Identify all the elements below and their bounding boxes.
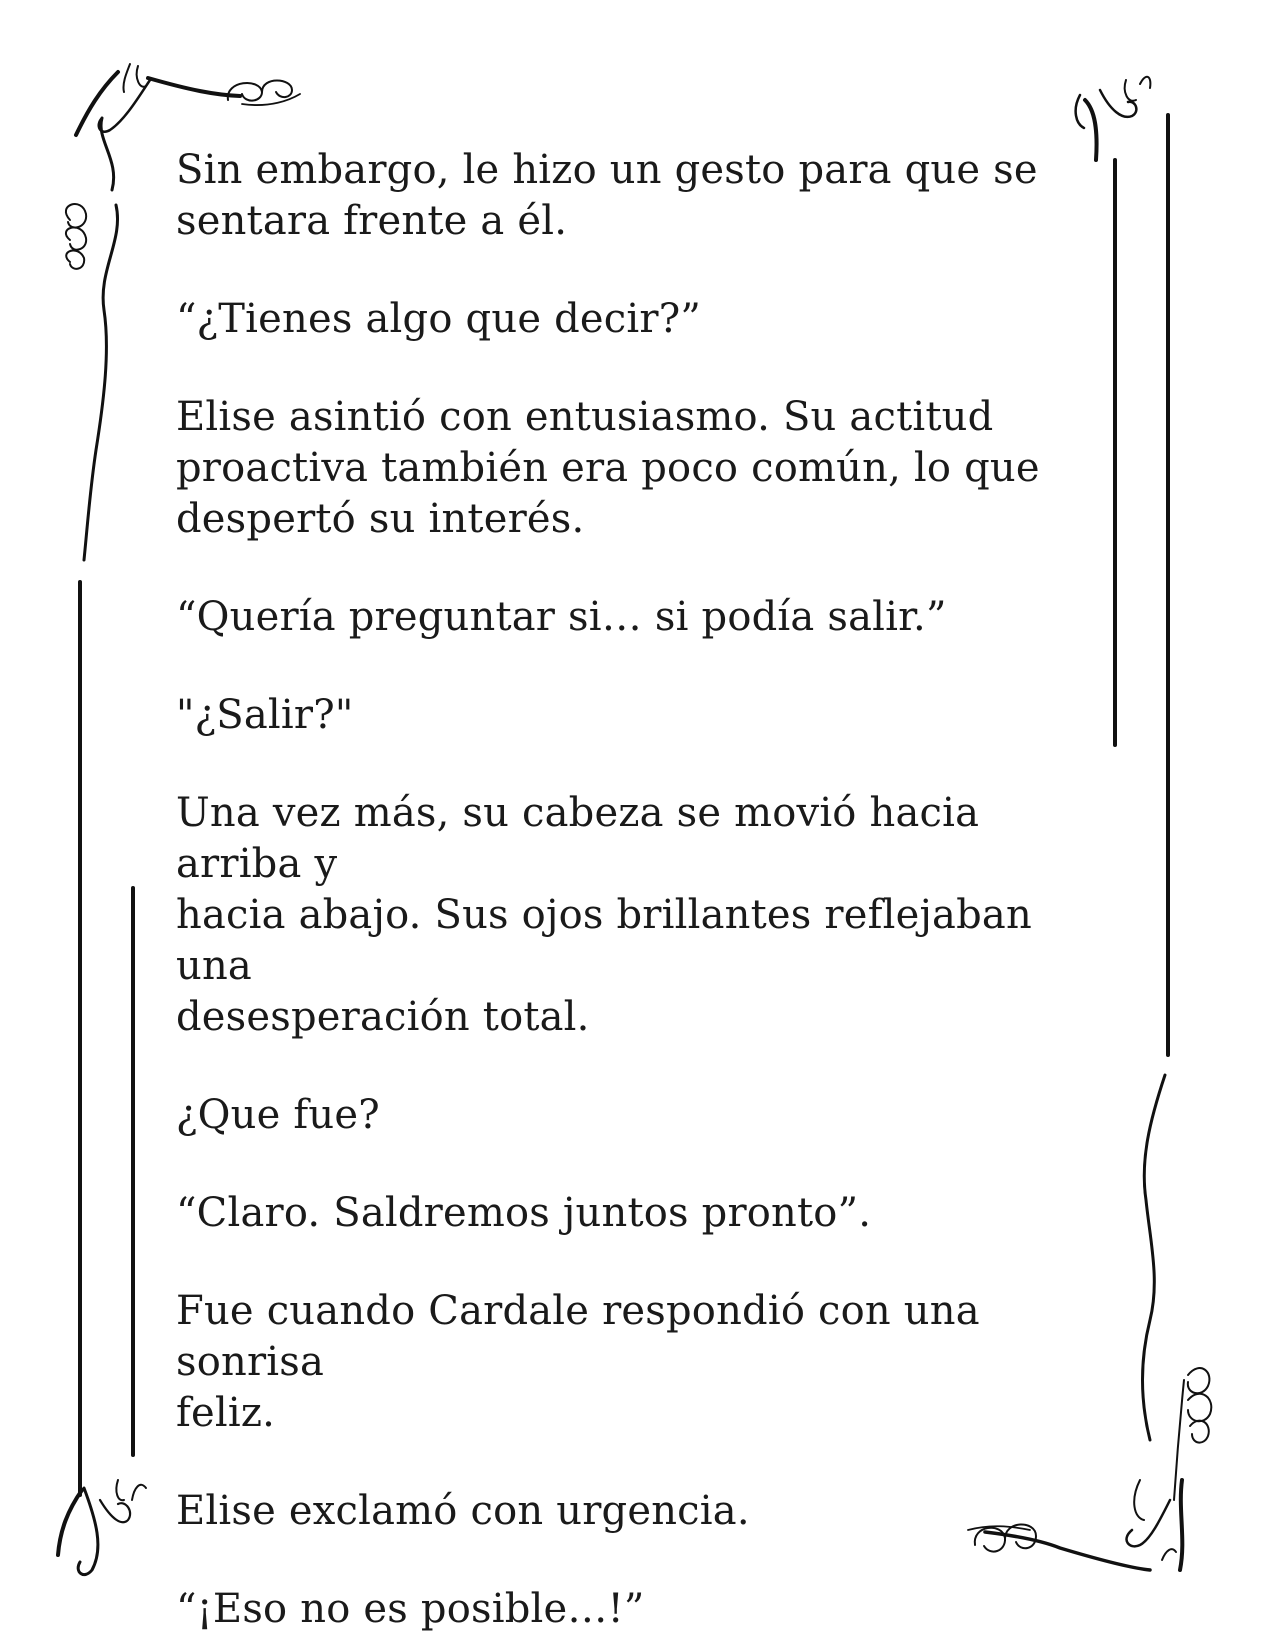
- paragraph: Una vez más, su cabeza se movió hacia arriba y hacia abajo. Sus ojos brillantes reflejaban una desesperación total.: [176, 790, 1032, 1040]
- flourish-bottom-left-icon: [58, 1480, 146, 1575]
- paragraph: “¿Tienes algo que decir?”: [176, 296, 701, 342]
- paragraph: Elise asintió con entusiasmo. Su actitud proactiva también era poco común, lo que despertó su interés.: [176, 394, 1040, 542]
- paragraph: “Claro. Saldremos juntos pronto”.: [176, 1190, 872, 1236]
- paragraph: Sin embargo, le hizo un gesto para que se sentara frente a él.: [176, 147, 1038, 244]
- paragraph: “¡Eso no es posible…!”: [176, 1586, 645, 1632]
- paragraph: ¿Que fue?: [176, 1092, 380, 1138]
- story-text: [176, 145, 1106, 1635]
- paragraph: "¿Salir?": [176, 692, 354, 738]
- paragraph: Fue cuando Cardale respondió con una sonrisa feliz.: [176, 1288, 980, 1436]
- paragraph: “Quería preguntar si… si podía salir.”: [176, 594, 947, 640]
- paragraph: Elise exclamó con urgencia.: [176, 1488, 750, 1534]
